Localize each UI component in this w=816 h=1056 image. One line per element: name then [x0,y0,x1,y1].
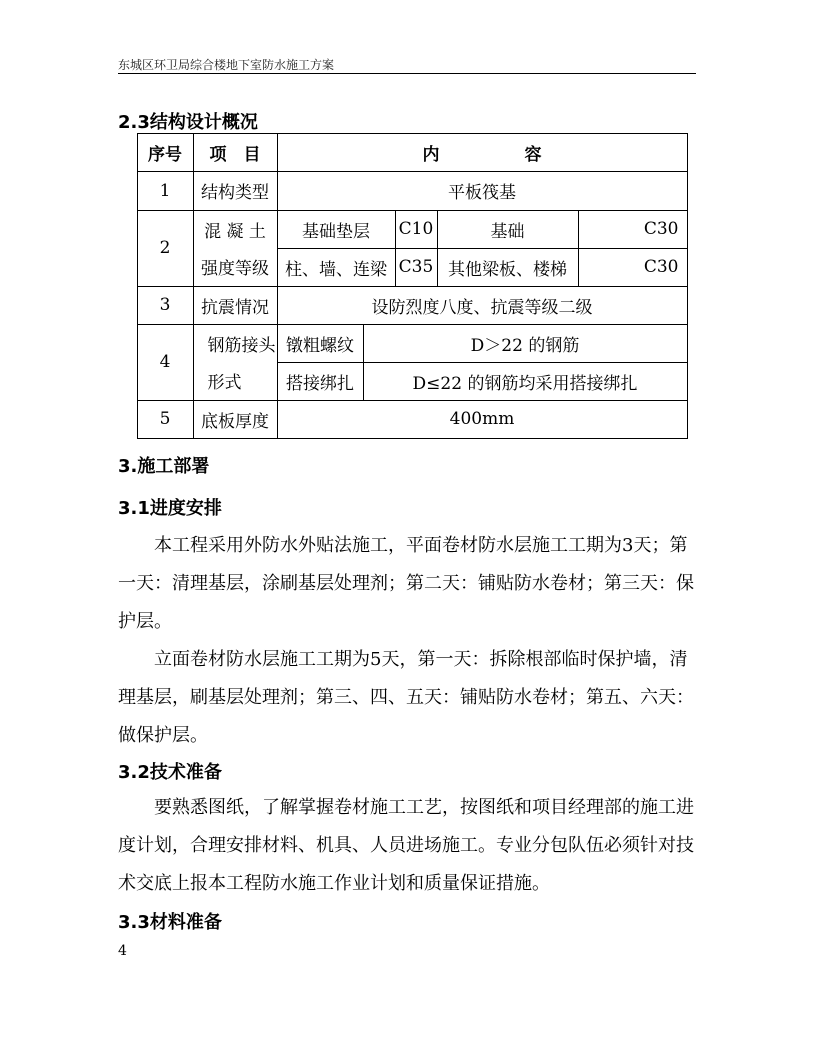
table-cell: 底板厚度 [193,400,278,439]
table-cell: D≤22 的钢筋均采用搭接绑扎 [363,362,688,401]
section-heading: 3.施工部署 [118,456,210,477]
section-heading: 3.2技术准备 [118,762,222,783]
header-rule [118,73,696,74]
table-cell: 平板筏基 [277,171,688,211]
table-cell: 1 [137,171,194,211]
table-cell: 5 [137,400,194,439]
table-cell: 搭接绑扎 [277,362,364,401]
table-cell: 结构类型 [193,171,278,211]
table-cell: 基础 [437,210,579,249]
running-header: 东城区环卫局综合楼地下室防水施工方案 [118,58,335,72]
table-cell [193,210,278,287]
table-cell: 抗震情况 [193,286,278,325]
page-number: 4 [118,943,127,959]
table-cell: C10 [395,210,438,249]
table-cell [193,324,278,401]
paragraph: 本工程采用外防水外贴法施工，平面卷材防水层施工工期为3天；第一天：清理基层，涂刷基层处理剂；第二天：铺贴防水卷材；第三天：保护层。 [118,535,694,632]
cell-text: 形式 [207,373,242,394]
table-cell: 4 [137,324,194,401]
table-cell: 2 [137,210,194,287]
cell-text: 混 凝 土 [204,221,266,242]
cell-text: 强度等级 [201,259,269,280]
table-cell: 400mm [277,400,688,439]
paragraph: 要熟悉图纸，了解掌握卷材施工工艺，按图纸和项目经理部的施工进度计划，合理安排材料、机具、人员进场施工。专业分包队伍必须针对技术交底上报本工程防水施工作业计划和质量保证措施。 [118,797,694,894]
section-heading: 3.1进度安排 [118,498,222,519]
section-heading: 3.3材料准备 [118,912,222,933]
table-header: 内 容 [277,133,688,172]
table-cell: 其他梁板、楼梯 [437,248,579,287]
table-cell: 基础垫层 [277,210,396,249]
table-cell: 3 [137,286,194,325]
cell-text: 钢筋接头 [207,335,276,356]
table-cell: 柱、墙、连梁 [277,248,396,287]
table-cell: C35 [395,248,438,287]
table-cell: 镦粗螺纹 [277,324,364,363]
table-header: 项 目 [193,133,278,172]
table-cell: D＞22 的钢筋 [363,324,688,363]
table-cell: C30 [578,248,688,287]
table-cell: 设防烈度八度、抗震等级二级 [277,286,688,325]
table-cell: C30 [578,210,688,249]
section-heading: 2.3结构设计概况 [118,112,258,133]
paragraph: 立面卷材防水层施工工期为5天，第一天：拆除根部临时保护墙，清理基层，刷基层处理剂；第三、四、五天：铺贴防水卷材；第五、六天：做保护层。 [118,649,694,746]
table-header: 序号 [137,133,194,172]
